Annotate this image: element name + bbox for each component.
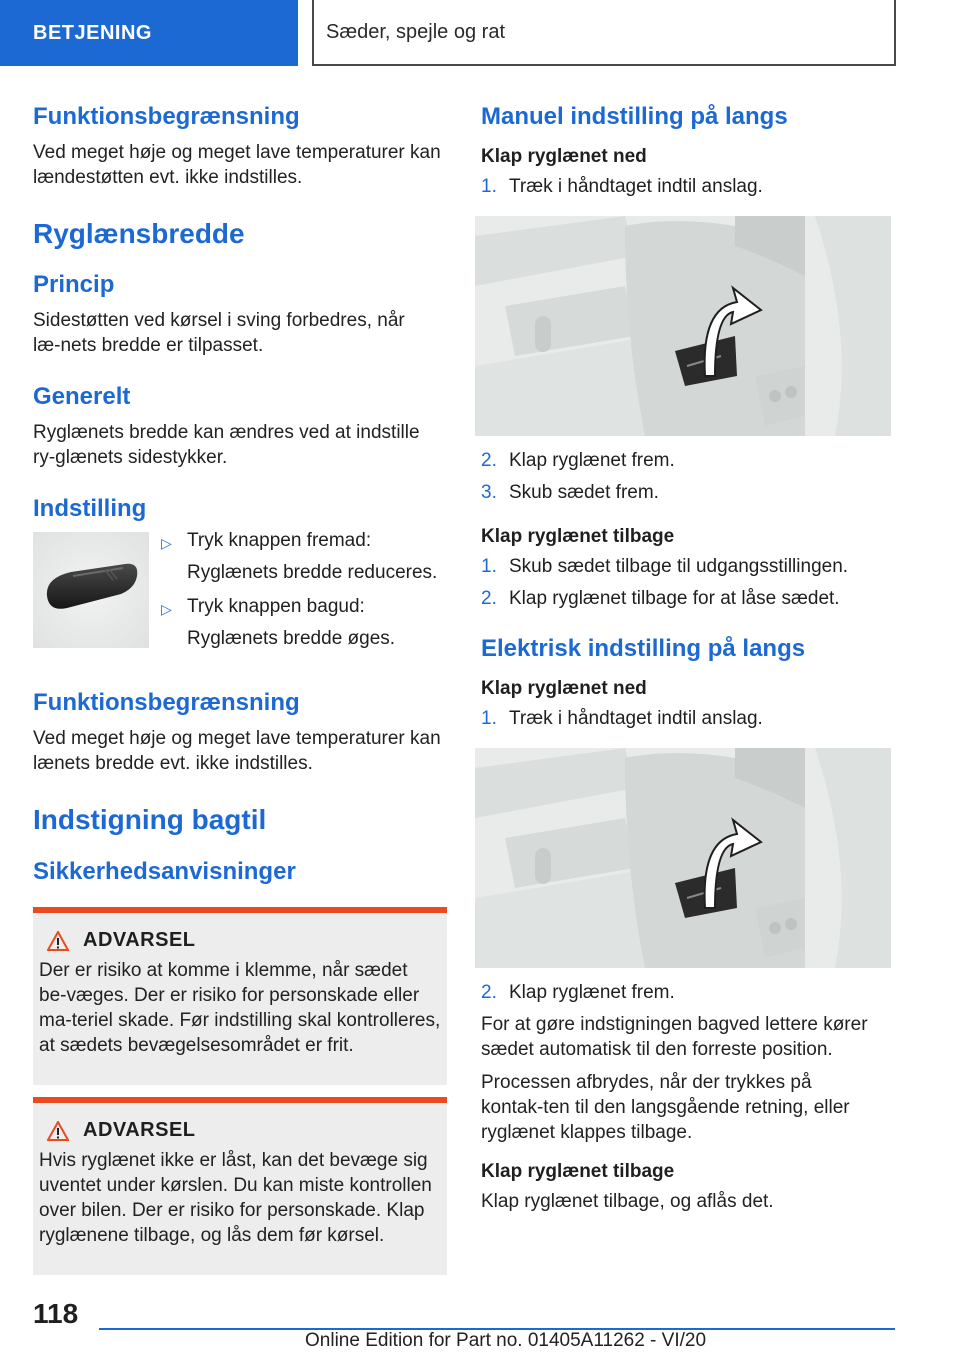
warning-box-1 — [33, 907, 447, 1085]
bullet-result: Ryglænets bredde reduceres. — [187, 562, 438, 583]
warning-title-text: ADVARSEL — [83, 1119, 196, 1141]
bullet-action: Tryk knappen bagud: — [187, 596, 365, 617]
width-button-image — [33, 532, 149, 648]
step-text: Klap ryglænet frem. — [509, 450, 675, 471]
principle-heading: Princip — [33, 271, 115, 298]
step-number: 2. — [481, 588, 497, 609]
warning-triangle-icon — [47, 931, 69, 951]
step-item — [481, 586, 891, 612]
func-limit-heading: Funktionsbegrænsning — [33, 103, 300, 130]
manual-heading: Manuel indstilling på langs — [481, 103, 788, 130]
step-item — [481, 554, 891, 580]
general-heading: Generelt — [33, 383, 131, 410]
step-item — [481, 480, 891, 506]
bullet-item — [161, 594, 437, 652]
chapter-title: Sæder, spejle og rat — [312, 0, 896, 66]
warning-text: Der er risiko at komme i klemme, når sædet be‑væges. Der er risiko for personskade eller ma‑teriel skade. Før indstilling skal kontrolleres, at sædets bevægelsesområdet er frit. — [39, 960, 441, 1056]
seat-lever-image — [475, 748, 891, 968]
step-item — [481, 706, 891, 732]
right-column — [481, 100, 891, 1214]
setting-bullets — [161, 528, 437, 652]
step-number: 1. — [481, 556, 497, 577]
manual-fold-down-heading: Klap ryglænet ned — [481, 146, 647, 167]
step-number: 1. — [481, 176, 497, 197]
step-text: Klap ryglænet frem. — [509, 982, 675, 1003]
step-text: Træk i håndtaget indtil anslag. — [509, 176, 763, 197]
electric-fold-back-text: Klap ryglænet tilbage, og aflås det. — [481, 1191, 774, 1212]
principle-text: Sidestøtten ved kørsel i sving forbedres, når læ‑nets bredde er tilpasset. — [33, 310, 405, 356]
bullet-result: Ryglænets bredde øges. — [187, 628, 396, 649]
setting-block — [33, 532, 447, 652]
step-item — [481, 174, 891, 200]
width-button-photo — [33, 532, 149, 648]
electric-fold-down-heading: Klap ryglænet ned — [481, 678, 647, 699]
general-text: Ryglænets bredde kan ændres ved at indstille ry‑glænets sidestykker. — [33, 422, 420, 468]
seat-lever-photo-2 — [475, 748, 891, 968]
warning-title — [39, 929, 441, 952]
bullet-item — [161, 528, 437, 586]
step-number: 3. — [481, 482, 497, 503]
bullet-triangle-icon: ▷ — [161, 601, 172, 617]
step-number: 2. — [481, 450, 497, 471]
step-text: Træk i håndtaget indtil anslag. — [509, 708, 763, 729]
warning-text: Hvis ryglænet ikke er låst, kan det bevæge sig uventet under kørslen. Du kan miste kontrollen over bilen. Der er risiko for personskade. Klap ryglænene tilbage, og lås dem før kørsel. — [39, 1150, 432, 1246]
setting-heading: Indstilling — [33, 495, 147, 522]
func-limit-text-2: Ved meget høje og meget lave temperaturer kan lænets bredde evt. ikke indstilles. — [33, 728, 441, 774]
bullet-triangle-icon: ▷ — [161, 535, 172, 551]
left-column — [33, 100, 447, 1275]
footer-edition: Online Edition for Part no. 01405A11262 - VI/20 — [305, 1330, 707, 1351]
electric-fold-back-heading: Klap ryglænet tilbage — [481, 1161, 675, 1182]
rear-entry-heading: Indstigning bagtil — [33, 804, 267, 835]
step-text: Klap ryglænet tilbage for at låse sædet. — [509, 588, 840, 609]
warning-box-2 — [33, 1097, 447, 1275]
page-number: 118 — [33, 1298, 79, 1329]
step-number: 1. — [481, 708, 497, 729]
func-limit-heading-2: Funktionsbegrænsning — [33, 689, 300, 716]
electric-paragraph-1: For at gøre indstigningen bagved lettere kører sædet automatisk til den forreste position. — [481, 1014, 868, 1060]
electric-heading: Elektrisk indstilling på langs — [481, 635, 806, 662]
seat-lever-photo-1 — [475, 216, 891, 436]
manual-fold-back-heading: Klap ryglænet tilbage — [481, 526, 675, 547]
func-limit-text: Ved meget høje og meget lave temperaturer kan lændestøtten evt. ikke indstilles. — [33, 142, 441, 188]
step-text: Skub sædet frem. — [509, 482, 659, 503]
warning-title-text: ADVARSEL — [83, 929, 196, 951]
backrest-width-heading: Ryglænsbredde — [33, 218, 245, 249]
step-text: Skub sædet tilbage til udgangsstillingen. — [509, 556, 849, 577]
section-tab: BETJENING — [0, 0, 298, 66]
safety-heading: Sikkerhedsanvisninger — [33, 858, 296, 885]
warning-title — [39, 1119, 441, 1142]
electric-paragraph-2: Processen afbrydes, når der trykkes på kontak‑ten til den langsgående retning, eller ryglænet klappes tilbage. — [481, 1072, 850, 1143]
bullet-action: Tryk knappen fremad: — [187, 530, 372, 551]
step-item — [481, 448, 891, 474]
step-item — [481, 980, 891, 1006]
step-number: 2. — [481, 982, 497, 1003]
warning-triangle-icon — [47, 1121, 69, 1141]
seat-lever-image — [475, 216, 891, 436]
